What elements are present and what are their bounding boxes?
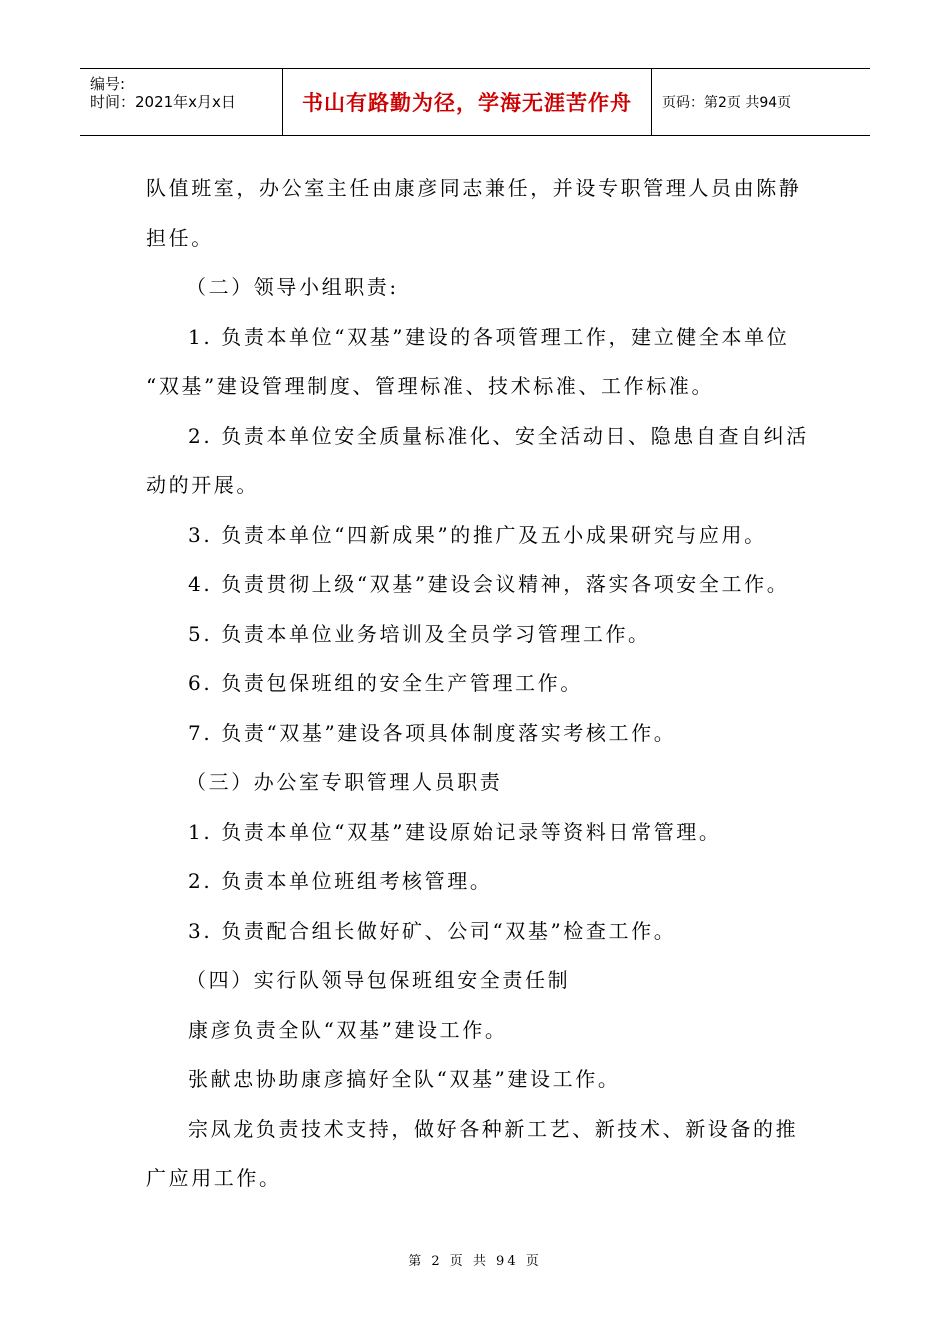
body-line: “双基”建设管理制度、管理标准、技术标准、工作标准。 [146,374,715,398]
body-line: 担任。 [146,226,214,250]
body-line: 2. 负责本单位班组考核管理。 [188,869,493,893]
body-line: 张献忠协助康彦搞好全队“双基”建设工作。 [188,1067,621,1091]
page-footer: 第 2 页 共 94 页 [408,1254,542,1269]
body-line: 3. 负责配合组长做好矿、公司“双基”检查工作。 [188,919,677,943]
time-label: 时间：2021年x月x日 [90,93,236,111]
number-label: 编号: [90,75,126,93]
section-heading: （四）实行队领导包保班组安全责任制 [186,968,571,992]
section-heading: （三）办公室专职管理人员职责 [186,770,503,794]
section-heading: （二）领导小组职责: [186,275,399,299]
body-line: 7. 负责“双基”建设各项具体制度落实考核工作。 [188,721,677,745]
body-line: 1. 负责本单位“双基”建设原始记录等资料日常管理。 [188,820,722,844]
header-divider [651,69,652,135]
body-line: 2. 负责本单位安全质量标准化、安全活动日、隐患自查自纠活 [188,424,809,448]
header-motto: 书山有路勤为径，学海无涯苦作舟 [302,91,632,115]
body-line: 动的开展。 [146,473,259,497]
header-meta-cell [80,69,282,135]
body-line: 广应用工作。 [146,1166,282,1190]
body-line: 1. 负责本单位“双基”建设的各项管理工作，建立健全本单位 [188,325,790,349]
body-line: 宗凤龙负责技术支持，做好各种新工艺、新技术、新设备的推 [188,1117,799,1141]
body-line: 4. 负责贯彻上级“双基”建设会议精神，落实各项安全工作。 [188,572,790,596]
body-line: 5. 负责本单位业务培训及全员学习管理工作。 [188,622,651,646]
body-line: 康彦负责全队“双基”建设工作。 [188,1018,508,1042]
body-line: 队值班室，办公室主任由康彦同志兼任，并设专职管理人员由陈静 [146,176,802,200]
header-page-code: 页码：第2页 共94页 [662,95,792,111]
document-header [80,68,870,136]
body-line: 3. 负责本单位“四新成果”的推广及五小成果研究与应用。 [188,523,767,547]
body-line: 6. 负责包保班组的安全生产管理工作。 [188,671,583,695]
